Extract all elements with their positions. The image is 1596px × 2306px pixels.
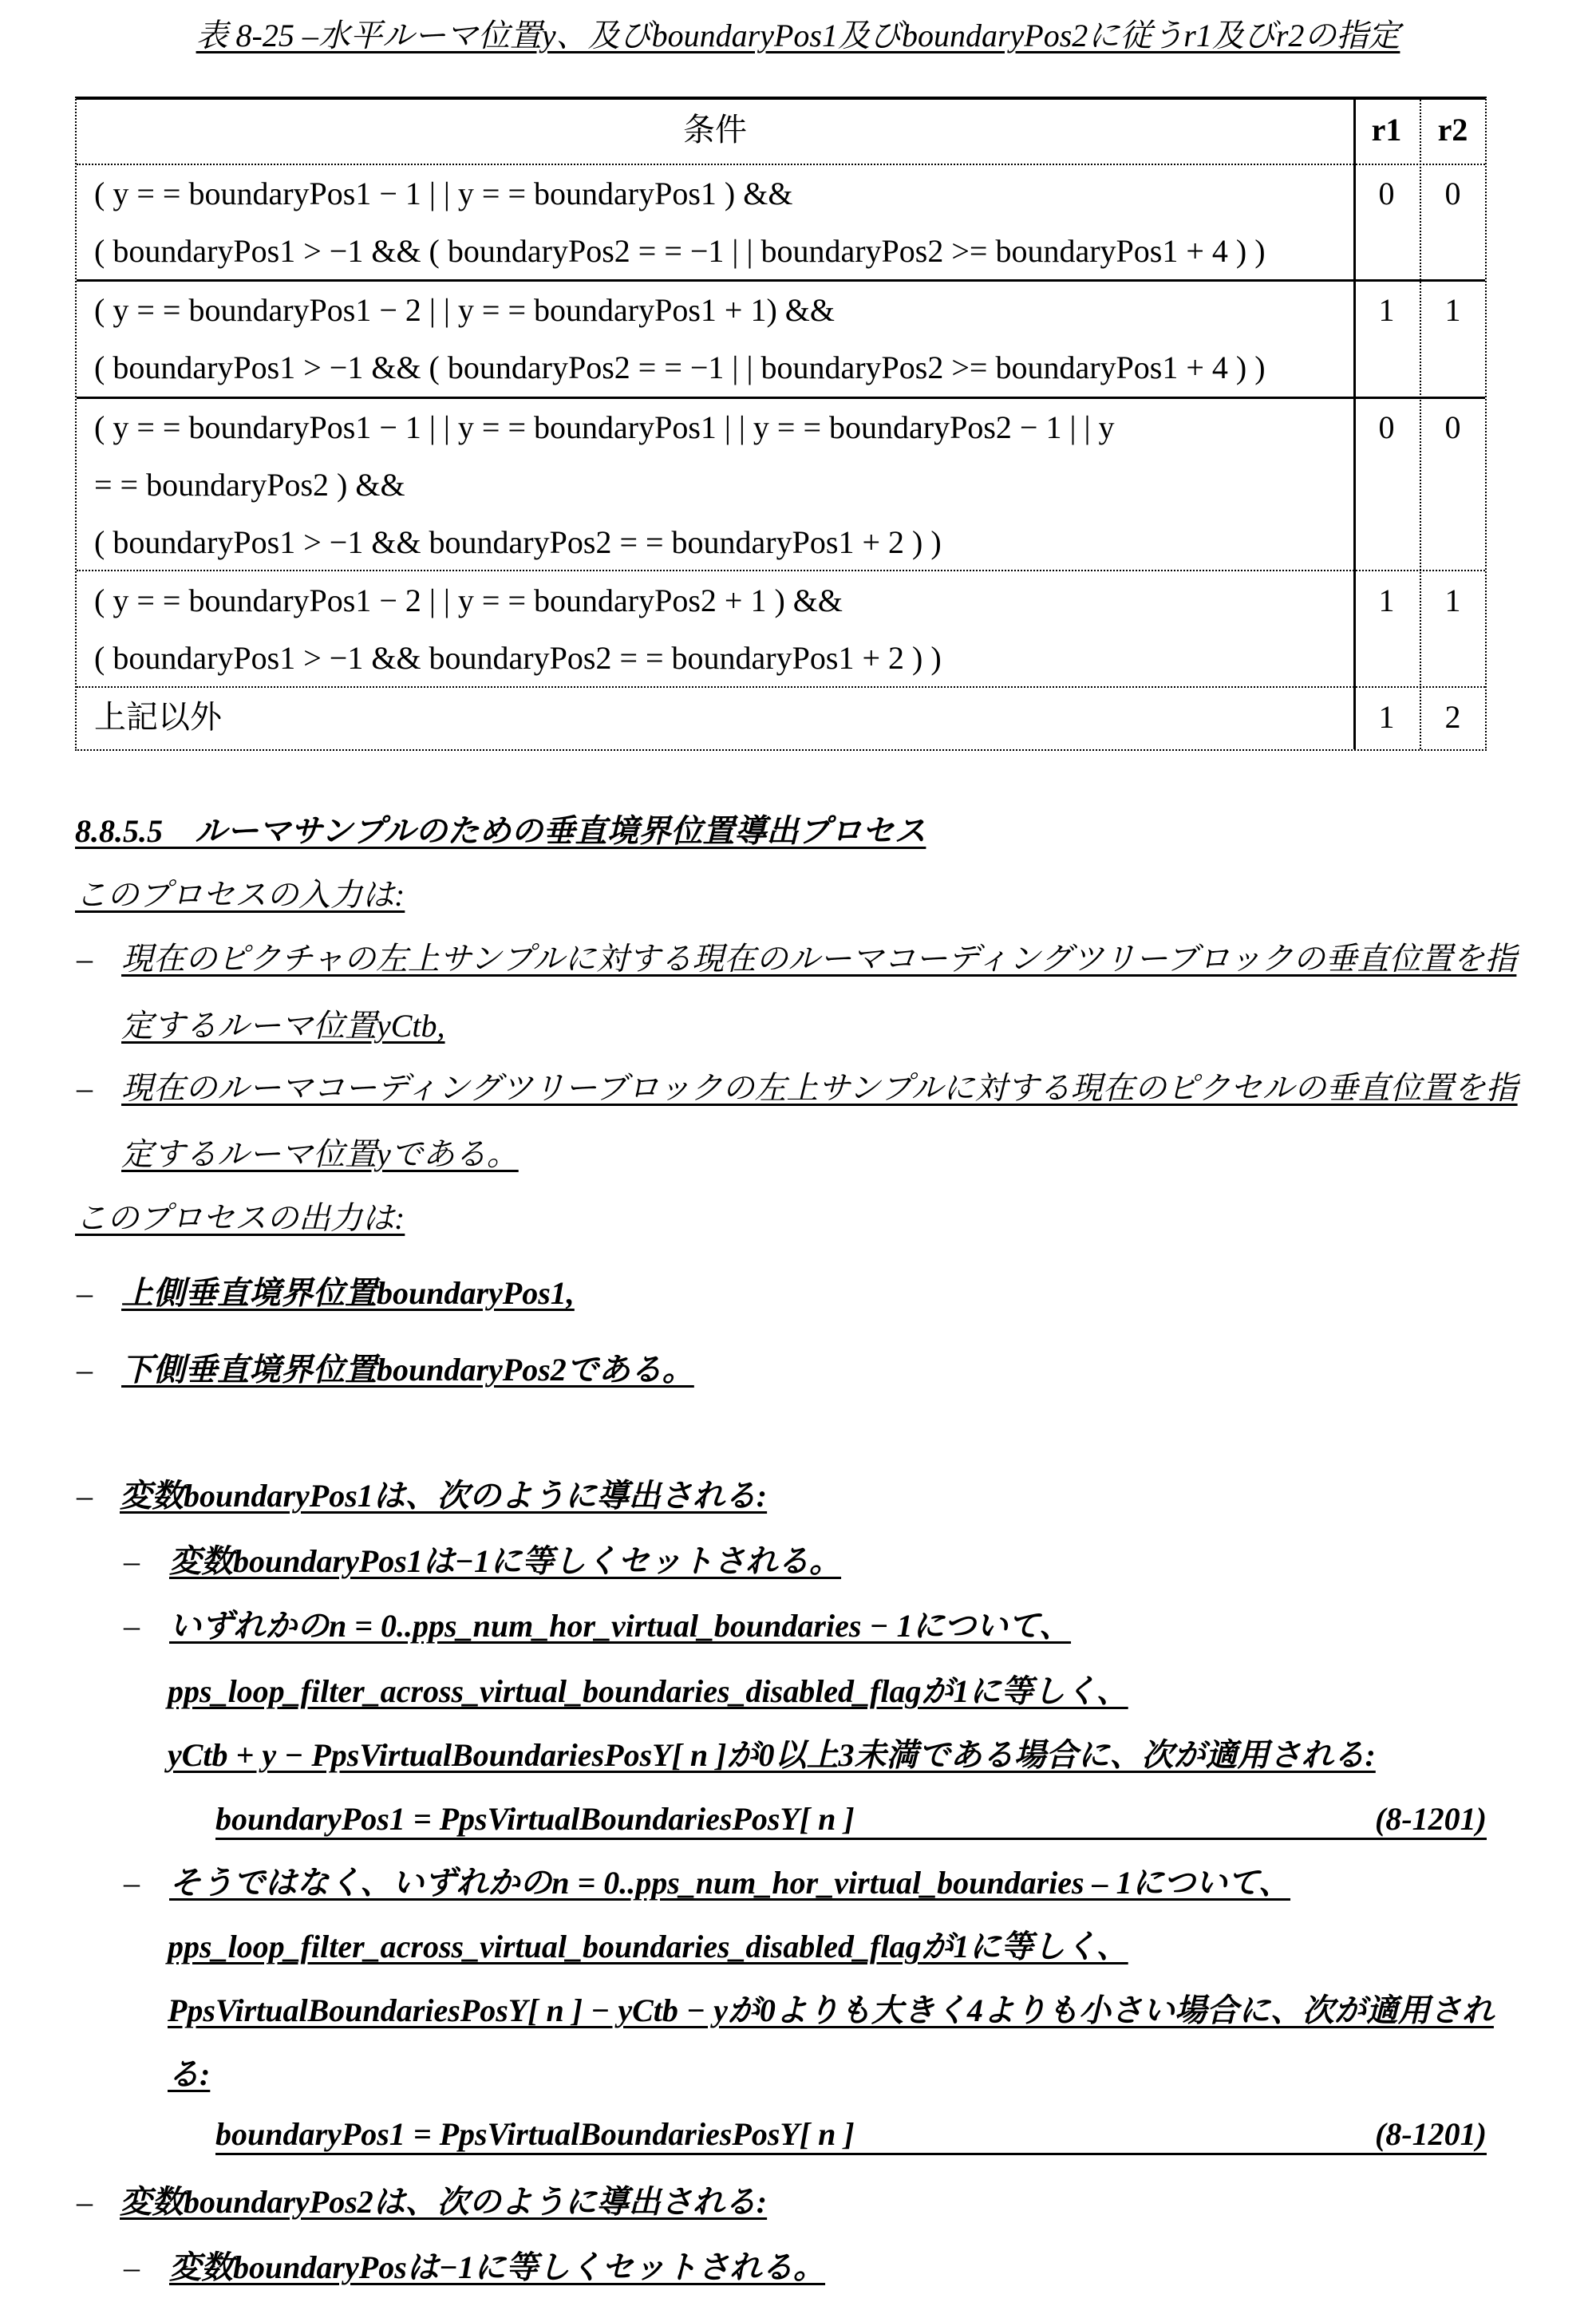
condition-line: ( y = = boundaryPos1 − 1 | | y = = boundaryPos1 | | y = = boundaryPos2 − 1 | | y — [94, 409, 1115, 445]
output-item: 上側垂直境界位置boundaryPos1, — [121, 1275, 575, 1311]
r2-value: 1 — [1444, 292, 1461, 328]
bullet-dash-icon: – — [77, 1478, 93, 1514]
condition-line: ( boundaryPos1 > −1 && ( boundaryPos2 = = −1 | | boundaryPos2 >= boundaryPos1 + 4 ) ) — [94, 233, 1266, 269]
condition1-line: pps_loop_filter_across_virtual_boundaries_disabled_flagが1に等しく、 — [168, 1673, 1128, 1709]
r1-value: 1 — [1378, 582, 1395, 618]
bullet-dash-icon: – — [77, 1352, 93, 1388]
pos1-init: 変数boundaryPos1は−1に等しくセットされる。 — [169, 1543, 842, 1579]
condition-line: ( y = = boundaryPos1 − 2 | | y = = boundaryPos1 + 1) && — [94, 292, 836, 328]
condition-line: ( boundaryPos1 > −1 && boundaryPos2 = = boundaryPos1 + 2 ) ) — [94, 640, 942, 676]
condition-line: ( boundaryPos1 > −1 && boundaryPos2 = = boundaryPos1 + 2 ) ) — [94, 524, 942, 560]
bullet-dash-icon: – — [124, 1608, 140, 1644]
condition-line: ( y = = boundaryPos1 − 2 | | y = = boundaryPos2 + 1 ) && — [94, 582, 843, 618]
r1-value: 0 — [1378, 409, 1395, 445]
equation-number: (8-1201) — [1375, 1801, 1487, 1837]
condition1-line: いずれかのn = 0..pps_num_hor_virtual_boundaries − 1について、 — [169, 1608, 1072, 1644]
condition2-line: る: — [168, 2056, 211, 2092]
table-caption: 表 8-25 –水平ルーマ位置y、及びboundaryPos1及びboundaryPos2に従うr1及びr2の指定 — [196, 18, 1400, 53]
condition-line: ( y = = boundaryPos1 − 1 | | y = = boundaryPos1 ) && — [94, 176, 793, 211]
header-r1: r1 — [1371, 112, 1402, 148]
condition-line: ( boundaryPos1 > −1 && ( boundaryPos2 = = −1 | | boundaryPos2 >= boundaryPos1 + 4 ) ) — [94, 349, 1266, 385]
formula-8-1201 — [215, 2115, 1487, 2155]
input-item-continued: 定するルーマ位置yCtb, — [121, 1008, 445, 1044]
formula-8-1201 — [215, 1800, 1487, 1840]
r1-value: 1 — [1378, 699, 1395, 735]
r2-value: 0 — [1444, 176, 1461, 211]
input-item: 現在のピクチャの左上サンプルに対する現在のルーマコーディングツリーブロックの垂直位置を指 — [121, 941, 1517, 977]
condition-line: = = boundaryPos2 ) && — [94, 467, 405, 503]
input-item-continued: 定するルーマ位置yである。 — [121, 1136, 519, 1172]
condition-line: 上記以外 — [94, 699, 222, 735]
r1-value: 1 — [1378, 292, 1395, 328]
r2-value: 1 — [1444, 582, 1461, 618]
formula-text: boundaryPos1 = PpsVirtualBoundariesPosY[ n ] — [215, 1801, 855, 1837]
condition2-line: pps_loop_filter_across_virtual_boundaries_disabled_flagが1に等しく、 — [168, 1929, 1128, 1964]
bullet-dash-icon: – — [77, 2184, 93, 2220]
section-heading: 8.8.5.5 ルーマサンプルのための垂直境界位置導出プロセス — [75, 813, 926, 849]
r1-value: 0 — [1378, 176, 1395, 211]
condition2-line: PpsVirtualBoundariesPosY[ n ] − yCtb − yが0よりも大きく4よりも小さい場合に、次が適用され — [168, 1992, 1494, 2028]
header-r2: r2 — [1437, 112, 1468, 148]
output-item: 下側垂直境界位置boundaryPos2である。 — [121, 1352, 694, 1388]
bullet-dash-icon: – — [77, 1070, 93, 1106]
pos2-init: 変数boundaryPosは−1に等しくセットされる。 — [169, 2249, 826, 2285]
pos1-intro: 変数boundaryPos1は、次のように導出される: — [120, 1478, 768, 1514]
outputs-label: このプロセスの出力は: — [75, 1200, 405, 1236]
bullet-dash-icon: – — [77, 941, 93, 977]
bullet-dash-icon: – — [77, 1275, 93, 1311]
header-condition: 条件 — [683, 112, 747, 148]
r2-value: 2 — [1444, 699, 1461, 735]
bullet-dash-icon: – — [124, 2249, 140, 2285]
condition-table — [75, 97, 1487, 751]
input-item: 現在のルーマコーディングツリーブロックの左上サンプルに対する現在のピクセルの垂直位置を指 — [121, 1070, 1518, 1106]
bullet-dash-icon: – — [124, 1865, 140, 1901]
equation-number: (8-1201) — [1375, 2116, 1487, 2152]
formula-text: boundaryPos1 = PpsVirtualBoundariesPosY[ n ] — [215, 2116, 855, 2152]
bullet-dash-icon: – — [124, 1543, 140, 1579]
condition1-line: yCtb + y − PpsVirtualBoundariesPosY[ n ]が0以上3未満である場合に、次が適用される: — [168, 1737, 1376, 1773]
pos2-intro: 変数boundaryPos2は、次のように導出される: — [120, 2184, 768, 2220]
r2-value: 0 — [1444, 409, 1461, 445]
condition2-line: そうではなく、いずれかのn = 0..pps_num_hor_virtual_boundaries – 1について、 — [169, 1865, 1291, 1901]
inputs-label: このプロセスの入力は: — [75, 877, 405, 913]
